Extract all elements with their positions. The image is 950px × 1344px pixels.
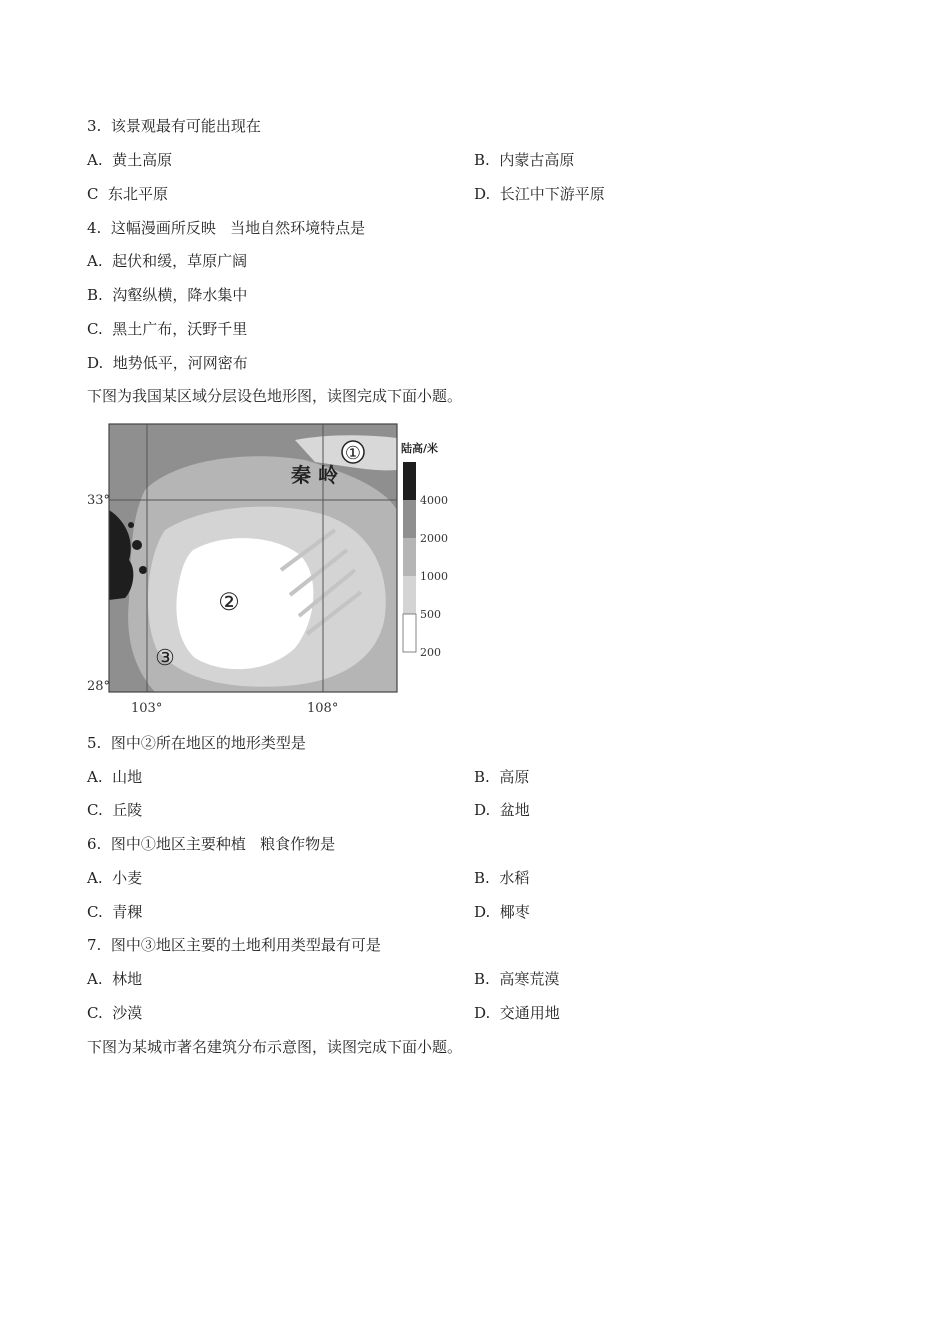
q5-option-c: C. 丘陵 bbox=[87, 801, 143, 819]
marker-3: ③ bbox=[155, 646, 175, 671]
q7-option-c: C. 沙漠 bbox=[87, 1004, 143, 1022]
q6-option-c: C. 青稞 bbox=[87, 903, 143, 921]
q3-option-c: C 东北平原 bbox=[87, 185, 169, 203]
q7-option-a: A. 林地 bbox=[87, 970, 143, 988]
qinling-label: 秦 岭 bbox=[291, 463, 338, 487]
q3-stem: 3. 该景观最有可能出现在 bbox=[87, 117, 261, 135]
marker-2: ② bbox=[218, 588, 240, 616]
q4-option-a: A. 起伏和缓，草原广阔 bbox=[87, 252, 248, 270]
q5-option-d: D. 盆地 bbox=[474, 801, 530, 819]
lon-label-103: 103° bbox=[131, 701, 163, 716]
q6-option-b: B. 水稻 bbox=[474, 869, 530, 887]
legend-swatch-200 bbox=[403, 614, 416, 652]
legend-value-4000: 4000 bbox=[420, 494, 448, 507]
terrain-map bbox=[85, 420, 455, 720]
lon-label-108: 108° bbox=[307, 701, 339, 716]
q3-option-b: B. 内蒙古高原 bbox=[474, 151, 575, 169]
q6-option-d: D. 椰枣 bbox=[474, 903, 530, 921]
q6-stem: 6. 图中①地区主要种植 粮食作物是 bbox=[87, 835, 336, 853]
q4-option-d: D. 地势低平，河网密布 bbox=[87, 354, 248, 372]
lat-label-33: 33° bbox=[87, 493, 111, 508]
q5-option-a: A. 山地 bbox=[87, 768, 143, 786]
q5-option-b: B. 高原 bbox=[474, 768, 530, 786]
legend-swatch-2000 bbox=[403, 500, 416, 538]
legend-swatch-4000 bbox=[403, 462, 416, 500]
q6-option-a: A. 小麦 bbox=[87, 869, 143, 887]
lat-label-28: 28° bbox=[87, 679, 111, 694]
q3-option-d: D. 长江中下游平原 bbox=[474, 185, 605, 203]
legend-value-500: 500 bbox=[420, 608, 441, 621]
q7-option-d: D. 交通用地 bbox=[474, 1004, 560, 1022]
marker-1: ① bbox=[344, 443, 362, 464]
legend-value-200: 200 bbox=[420, 646, 441, 659]
legend-value-2000: 2000 bbox=[420, 532, 448, 545]
q3-option-a: A. 黄土高原 bbox=[87, 151, 173, 169]
legend-value-1000: 1000 bbox=[420, 570, 448, 583]
basin-area bbox=[176, 538, 313, 669]
q7-option-b: B. 高寒荒漠 bbox=[474, 970, 560, 988]
legend-swatch-1000 bbox=[403, 538, 416, 576]
q4-option-c: C. 黑土广布，沃野千里 bbox=[87, 320, 248, 338]
q4-stem: 4. 这幅漫画所反映 当地自然环境特点是 bbox=[87, 219, 366, 237]
intro-terrain-map: 下图为我国某区域分层设色地形图，读图完成下面小题。 bbox=[87, 387, 463, 405]
legend-swatch-500 bbox=[403, 576, 416, 614]
intro-city-buildings: 下图为某城市著名建筑分布示意图，读图完成下面小题。 bbox=[87, 1038, 463, 1056]
q4-option-b: B. 沟壑纵横，降水集中 bbox=[87, 286, 248, 304]
q5-stem: 5. 图中②所在地区的地形类型是 bbox=[87, 734, 306, 752]
legend-title: 陆高/米 bbox=[401, 442, 439, 455]
q7-stem: 7. 图中③地区主要的土地利用类型最有可是 bbox=[87, 936, 381, 954]
